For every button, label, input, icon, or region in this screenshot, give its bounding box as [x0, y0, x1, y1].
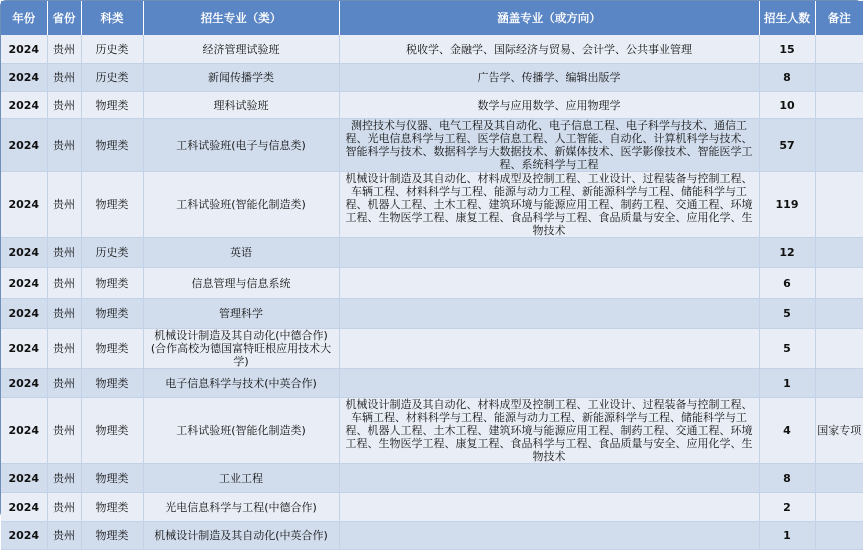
cell-category: 物理类: [81, 398, 143, 464]
cell-major: 信息管理与信息系统: [143, 268, 339, 299]
cell-year: 2024: [1, 493, 47, 522]
cell-year: 2024: [1, 268, 47, 299]
cell-province: 贵州: [47, 172, 81, 238]
cell-note: [815, 522, 863, 550]
cell-major: 理科试验班: [143, 92, 339, 119]
cell-note: [815, 119, 863, 172]
cell-year: 2024: [1, 92, 47, 119]
cell-year: 2024: [1, 119, 47, 172]
cell-major: 英语: [143, 238, 339, 268]
cell-province: 贵州: [47, 238, 81, 268]
cell-covered-majors: [339, 464, 759, 493]
table-row: [1, 329, 863, 369]
cell-note: [815, 268, 863, 299]
cell-year: 2024: [1, 329, 47, 369]
cell-category: 物理类: [81, 522, 143, 550]
cell-province: 贵州: [47, 464, 81, 493]
cell-enrollment: 5: [759, 299, 815, 329]
cell-note: [815, 369, 863, 398]
cell-major: 机械设计制造及其自动化(中英合作): [143, 522, 339, 550]
cell-covered-majors: [339, 299, 759, 329]
cell-category: 物理类: [81, 92, 143, 119]
header-covered-majors: 涵盖专业（或方向）: [339, 1, 759, 35]
table-body: [1, 35, 863, 550]
table-row: [1, 369, 863, 398]
cell-note: [815, 92, 863, 119]
cell-year: 2024: [1, 238, 47, 268]
cell-major: 工科试验班(智能化制造类): [143, 172, 339, 238]
cell-covered-majors: 测控技术与仪器、电气工程及其自动化、电子信息工程、电子科学与技术、通信工程、光电信息科学与工程、医学信息工程、人工智能、自动化、计算机科学与技术、智能科学与技术、数据科学与大数据技术、新媒体技术、医学影像技术、智能医学工程、系统科学与工程: [339, 119, 759, 172]
table-row: [1, 299, 863, 329]
cell-enrollment: 10: [759, 92, 815, 119]
cell-enrollment: 57: [759, 119, 815, 172]
cell-major: 电子信息科学与技术(中英合作): [143, 369, 339, 398]
cell-year: 2024: [1, 464, 47, 493]
cell-major: 工科试验班(智能化制造类): [143, 398, 339, 464]
header-year: 年份: [1, 1, 47, 35]
cell-category: 历史类: [81, 35, 143, 64]
cell-note: [815, 464, 863, 493]
cell-major: 经济管理试验班: [143, 35, 339, 64]
table-row: [1, 64, 863, 92]
cell-note: [815, 299, 863, 329]
cell-year: 2024: [1, 299, 47, 329]
admissions-table: [1, 1, 863, 550]
cell-enrollment: 1: [759, 369, 815, 398]
cell-category: 物理类: [81, 464, 143, 493]
cell-major: 光电信息科学与工程(中德合作): [143, 493, 339, 522]
cell-year: 2024: [1, 398, 47, 464]
cell-province: 贵州: [47, 35, 81, 64]
cell-category: 物理类: [81, 299, 143, 329]
cell-province: 贵州: [47, 369, 81, 398]
cell-covered-majors: [339, 522, 759, 550]
header-major: 招生专业（类）: [143, 1, 339, 35]
cell-covered-majors: [339, 493, 759, 522]
table-row: [1, 35, 863, 64]
cell-enrollment: 1: [759, 522, 815, 550]
cell-enrollment: 2: [759, 493, 815, 522]
cell-enrollment: 6: [759, 268, 815, 299]
cell-enrollment: 119: [759, 172, 815, 238]
cell-province: 贵州: [47, 64, 81, 92]
cell-enrollment: 12: [759, 238, 815, 268]
cell-note: [815, 172, 863, 238]
cell-enrollment: 4: [759, 398, 815, 464]
cell-covered-majors: [339, 329, 759, 369]
cell-covered-majors: [339, 268, 759, 299]
cell-province: 贵州: [47, 92, 81, 119]
cell-province: 贵州: [47, 493, 81, 522]
table-row: [1, 172, 863, 238]
cell-covered-majors: 税收学、金融学、国际经济与贸易、会计学、公共事业管理: [339, 35, 759, 64]
table-row: [1, 398, 863, 464]
table-row: [1, 464, 863, 493]
table-header-row: [1, 1, 863, 35]
cell-major: 新闻传播学类: [143, 64, 339, 92]
cell-major: 工科试验班(电子与信息类): [143, 119, 339, 172]
cell-enrollment: 8: [759, 64, 815, 92]
cell-note: [815, 329, 863, 369]
cell-note: [815, 35, 863, 64]
cell-province: 贵州: [47, 299, 81, 329]
table-row: [1, 268, 863, 299]
table-row: [1, 238, 863, 268]
cell-major: 机械设计制造及其自动化(中德合作) (合作高校为德国富特旺根应用技术大学): [143, 329, 339, 369]
cell-province: 贵州: [47, 522, 81, 550]
header-province: 省份: [47, 1, 81, 35]
header-enrollment: 招生人数: [759, 1, 815, 35]
cell-enrollment: 15: [759, 35, 815, 64]
cell-note: 国家专项: [815, 398, 863, 464]
cell-note: [815, 238, 863, 268]
cell-covered-majors: 广告学、传播学、编辑出版学: [339, 64, 759, 92]
table-row: [1, 119, 863, 172]
cell-enrollment: 8: [759, 464, 815, 493]
cell-note: [815, 64, 863, 92]
cell-covered-majors: [339, 369, 759, 398]
cell-covered-majors: 数学与应用数学、应用物理学: [339, 92, 759, 119]
cell-enrollment: 5: [759, 329, 815, 369]
cell-province: 贵州: [47, 398, 81, 464]
cell-category: 物理类: [81, 119, 143, 172]
table-row: [1, 92, 863, 119]
cell-category: 物理类: [81, 268, 143, 299]
cell-covered-majors: [339, 238, 759, 268]
header-note: 备注: [815, 1, 863, 35]
cell-category: 历史类: [81, 238, 143, 268]
table-row: [1, 493, 863, 522]
cell-major: 工业工程: [143, 464, 339, 493]
cell-major: 管理科学: [143, 299, 339, 329]
cell-covered-majors: 机械设计制造及其自动化、材料成型及控制工程、工业设计、过程装备与控制工程、车辆工程、材料科学与工程、能源与动力工程、新能源科学与工程、储能科学与工程、机器人工程、土木工程、建筑环境与能源应用工程、制药工程、交通工程、环境工程、生物医学工程、康复工程、食品科学与工程、食品质量与安全、应用化学、生物技术: [339, 398, 759, 464]
cell-category: 物理类: [81, 493, 143, 522]
cell-category: 物理类: [81, 172, 143, 238]
cell-year: 2024: [1, 522, 47, 550]
cell-year: 2024: [1, 64, 47, 92]
cell-note: [815, 493, 863, 522]
cell-year: 2024: [1, 369, 47, 398]
cell-year: 2024: [1, 35, 47, 64]
header-category: 科类: [81, 1, 143, 35]
cell-year: 2024: [1, 172, 47, 238]
cell-covered-majors: 机械设计制造及其自动化、材料成型及控制工程、工业设计、过程装备与控制工程、车辆工程、材料科学与工程、能源与动力工程、新能源科学与工程、储能科学与工程、机器人工程、土木工程、建筑环境与能源应用工程、制药工程、交通工程、环境工程、生物医学工程、康复工程、食品科学与工程、食品质量与安全、应用化学、生物技术: [339, 172, 759, 238]
cell-province: 贵州: [47, 329, 81, 369]
cell-province: 贵州: [47, 268, 81, 299]
cell-category: 物理类: [81, 369, 143, 398]
table-row: [1, 522, 863, 550]
cell-category: 物理类: [81, 329, 143, 369]
cell-category: 历史类: [81, 64, 143, 92]
cell-province: 贵州: [47, 119, 81, 172]
